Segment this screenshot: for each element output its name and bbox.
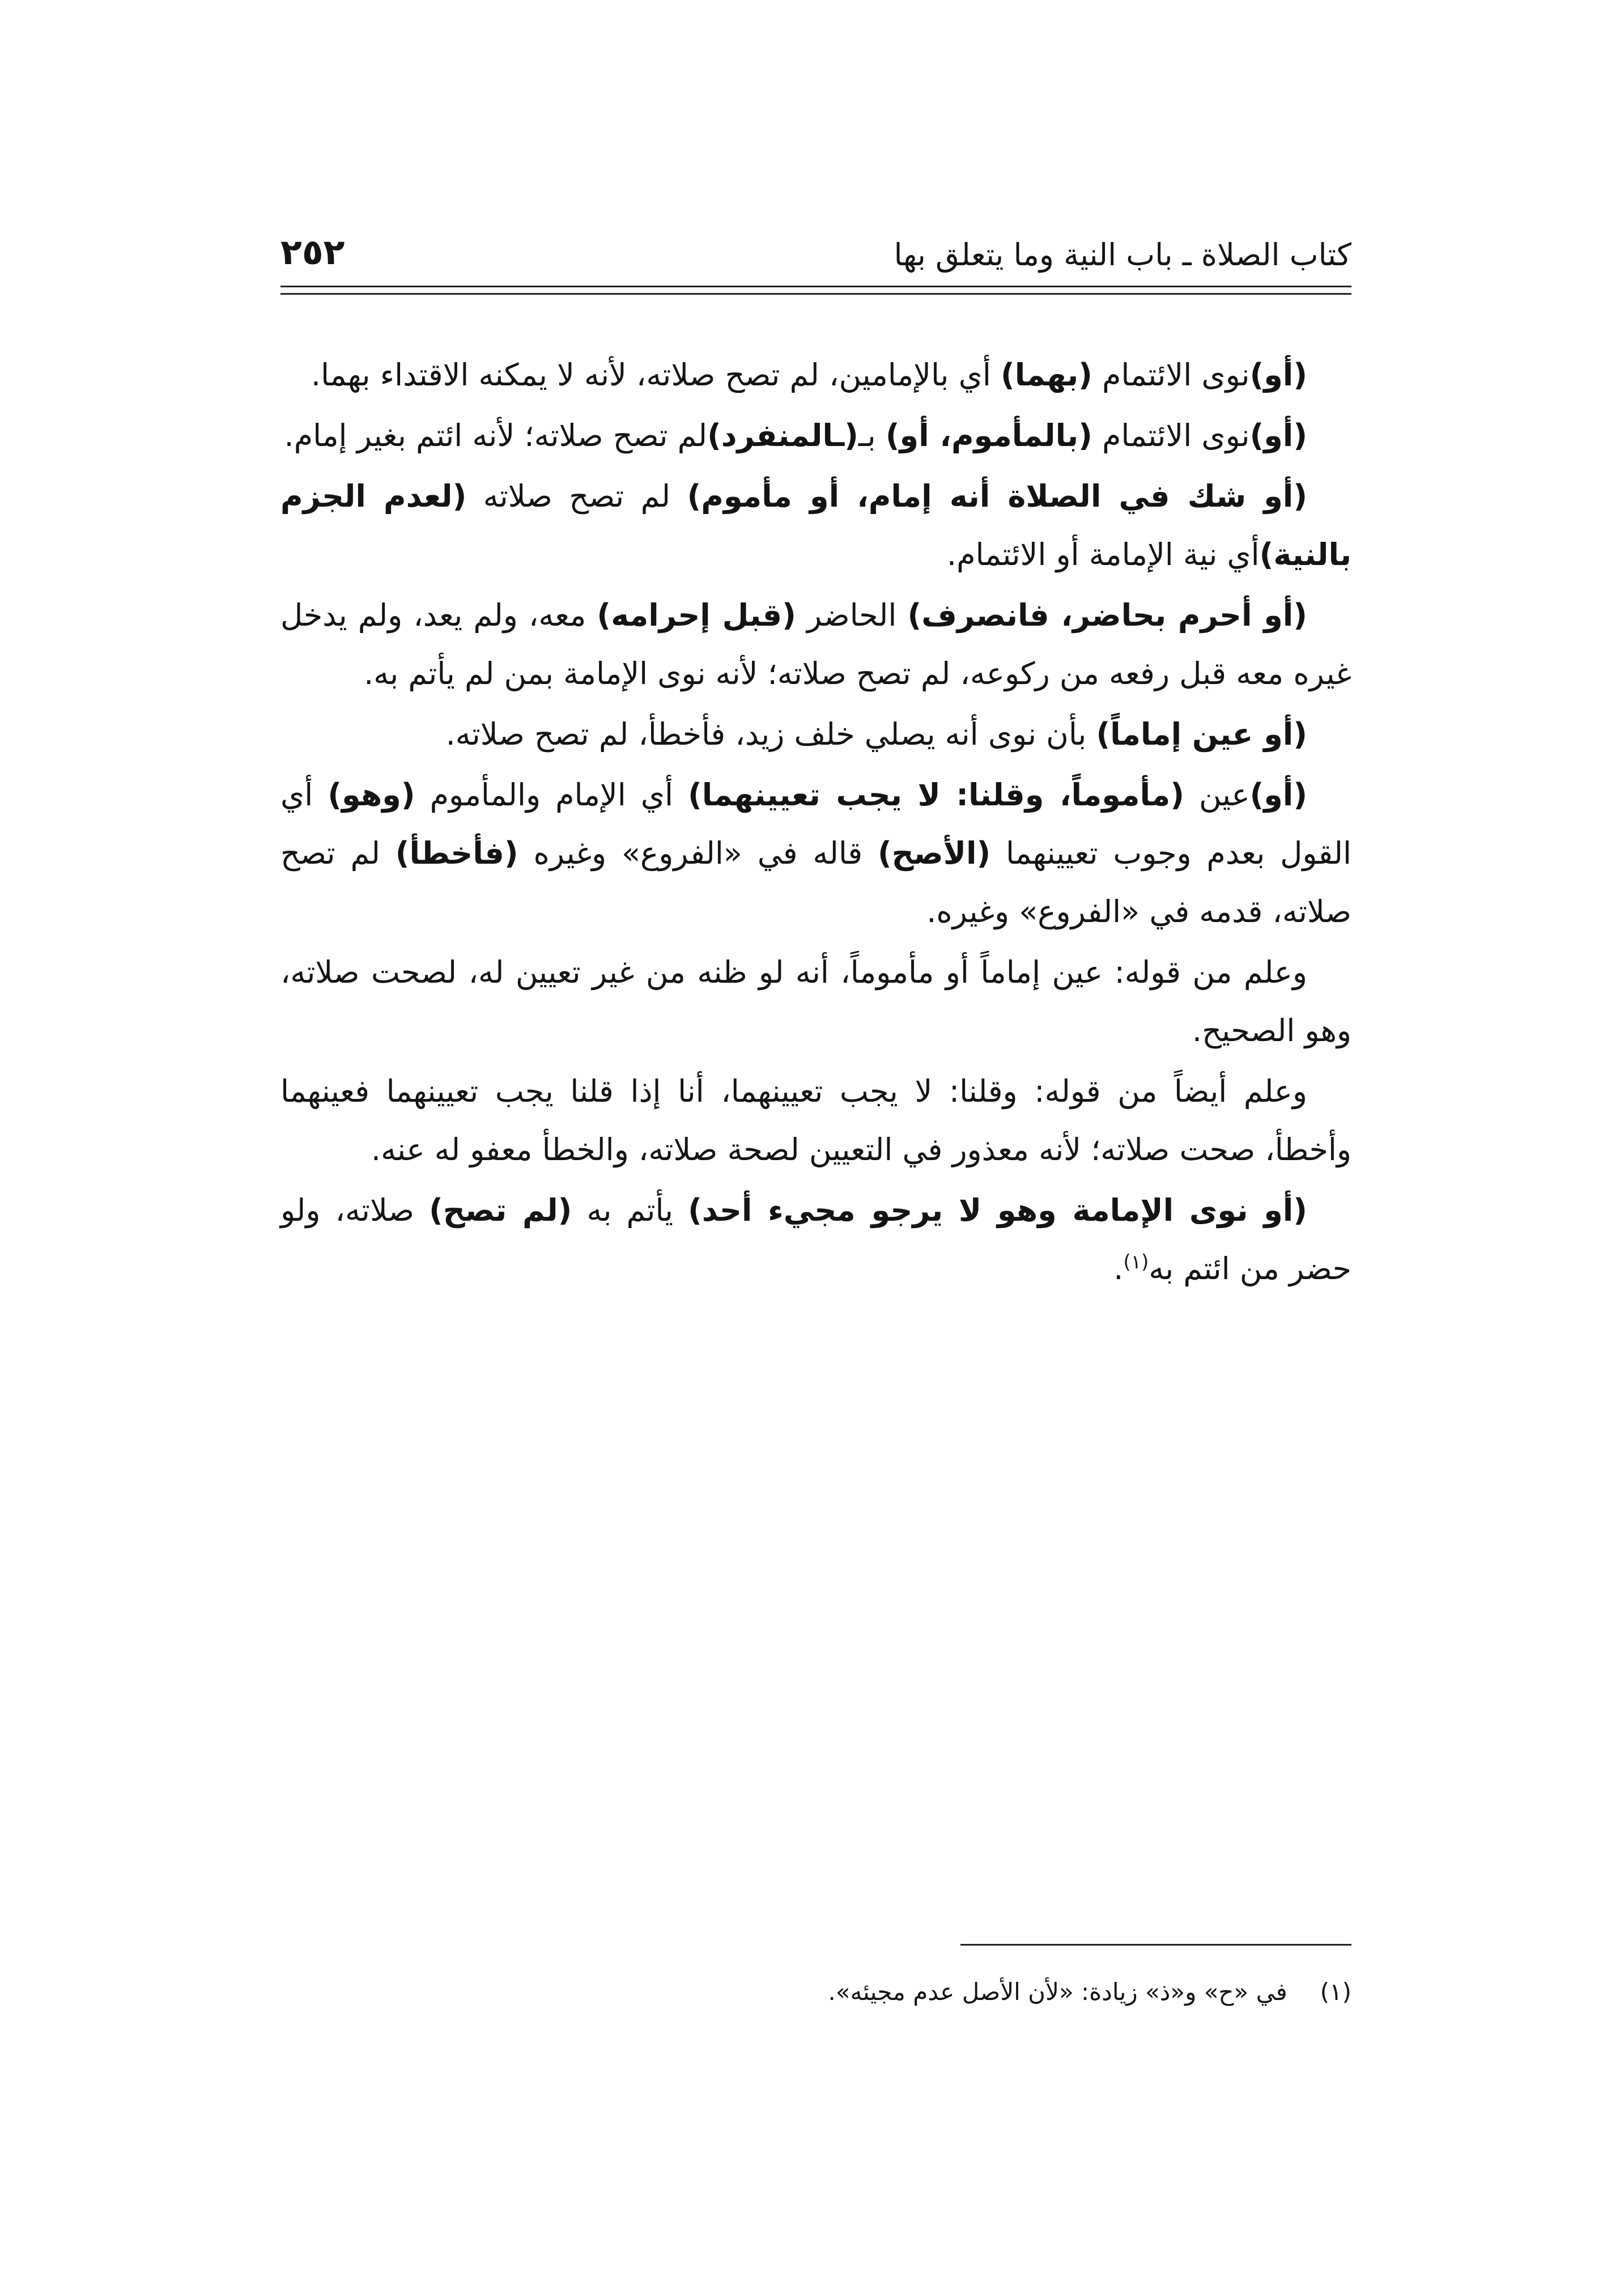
sharh-text: الحاضر (796, 597, 908, 633)
matn-text: (أو أحرم بحاضر، فانصرف) (907, 597, 1307, 633)
header-rule (280, 286, 1351, 295)
sharh-text: بـ (858, 418, 886, 453)
sharh-text: صلاته، ولو حضر من ائتم به (280, 1192, 1351, 1286)
paragraph (280, 943, 1351, 1060)
matn-text: (ـالمنفرد) (707, 418, 858, 453)
matn-text: (الأصح) (877, 835, 991, 871)
paragraph (280, 1181, 1351, 1298)
matn-text: (أو) (1249, 357, 1307, 393)
matn-text: (مأموماً، وقلنا: لا يجب تعيينهما) (688, 777, 1184, 813)
paragraph (280, 467, 1351, 584)
sharh-text: قاله في «الفروع» وغيره (518, 835, 878, 871)
paragraph (280, 406, 1351, 465)
paragraph (280, 766, 1351, 941)
matn-text: (أو عين إماماً) (1096, 716, 1307, 752)
matn-text: (فأخطأ) (395, 835, 518, 871)
sharh-text: . (1113, 1251, 1124, 1286)
sharh-text: نوى الائتمام (1092, 418, 1250, 453)
chapter-title: كتاب الصلاة ـ باب النية وما يتعلق بها (894, 237, 1351, 273)
sharh-text: أي الإمام والمأموم (415, 777, 688, 813)
matn-text: (بالمأموم، أو) (885, 418, 1092, 453)
matn-text: (قبل إحرامه) (597, 597, 796, 633)
footnote (280, 1975, 1351, 2009)
running-header (280, 227, 1351, 295)
matn-text: (أو نوى الإمامة وهو لا يرجو مجيء أحد) (688, 1192, 1307, 1228)
paragraph (280, 586, 1351, 703)
book-page (280, 227, 1351, 2188)
matn-text: (بهما) (1001, 357, 1092, 393)
sharh-text: لم تصح صلاته؛ لأنه ائتم بغير إمام. (284, 418, 708, 453)
sharh-text: أي القول بعدم وجوب تعيينهما (280, 777, 1351, 871)
matn-text: (لعدم الجزم بالنية) (280, 478, 1351, 572)
matn-text: (أو) (1249, 418, 1307, 453)
footnote-reference: (١) (1123, 1251, 1149, 1273)
footnote-text: في «ح» و«ذ» زيادة: «لأن الأصل عدم مجيئه». (828, 1978, 1287, 2006)
sharh-text: يأتم به (572, 1192, 688, 1228)
sharh-text: نوى الائتمام (1092, 357, 1250, 393)
body-text (280, 346, 1351, 1300)
matn-text: (أو) (1249, 777, 1307, 813)
sharh-text: لم تصح صلاته (466, 478, 687, 514)
paragraph (280, 705, 1351, 763)
matn-text: (لم تصح) (429, 1192, 572, 1228)
sharh-text: وعلم من قوله: عين إماماً أو مأموماً، أنه لو ظنه من غير تعيين له، لصحت صلاته، وهو الصحيح. (280, 954, 1351, 1048)
paragraph (280, 346, 1351, 404)
footnote-rule (960, 1944, 1351, 1946)
sharh-text: لم تصح صلاته، قدمه في «الفروع» وغيره. (280, 835, 1351, 929)
matn-text: (وهو) (328, 777, 415, 813)
paragraph (280, 1062, 1351, 1179)
sharh-text: أي نية الإمامة أو الائتمام. (946, 537, 1260, 572)
sharh-text: أي بالإمامين، لم تصح صلاته، لأنه لا يمكنه الاقتداء بهما. (311, 357, 1001, 393)
sharh-text: معه، ولم يعد، ولم يدخل غيره معه قبل رفعه من ركوعه، لم تصح صلاته؛ لأنه نوى الإمامة بمن لم يأتم به. (280, 597, 1351, 691)
footnote-marker: (١) (1320, 1978, 1351, 2006)
sharh-text: وعلم أيضاً من قوله: وقلنا: لا يجب تعيينهما، أنا إذا قلنا يجب تعيينهما فعينهما وأخطأ، صحت صلاته؛ لأنه معذور في التعيين لصحة صلاته، والخطأ معفو له عنه. (280, 1073, 1351, 1167)
sharh-text: عين (1184, 777, 1250, 813)
sharh-text: بأن نوى أنه يصلي خلف زيد، فأخطأ، لم تصح صلاته. (445, 716, 1096, 752)
page-number: ٢٥٢ (280, 231, 345, 273)
matn-text: (أو شك في الصلاة أنه إمام، أو مأموم) (687, 478, 1307, 514)
